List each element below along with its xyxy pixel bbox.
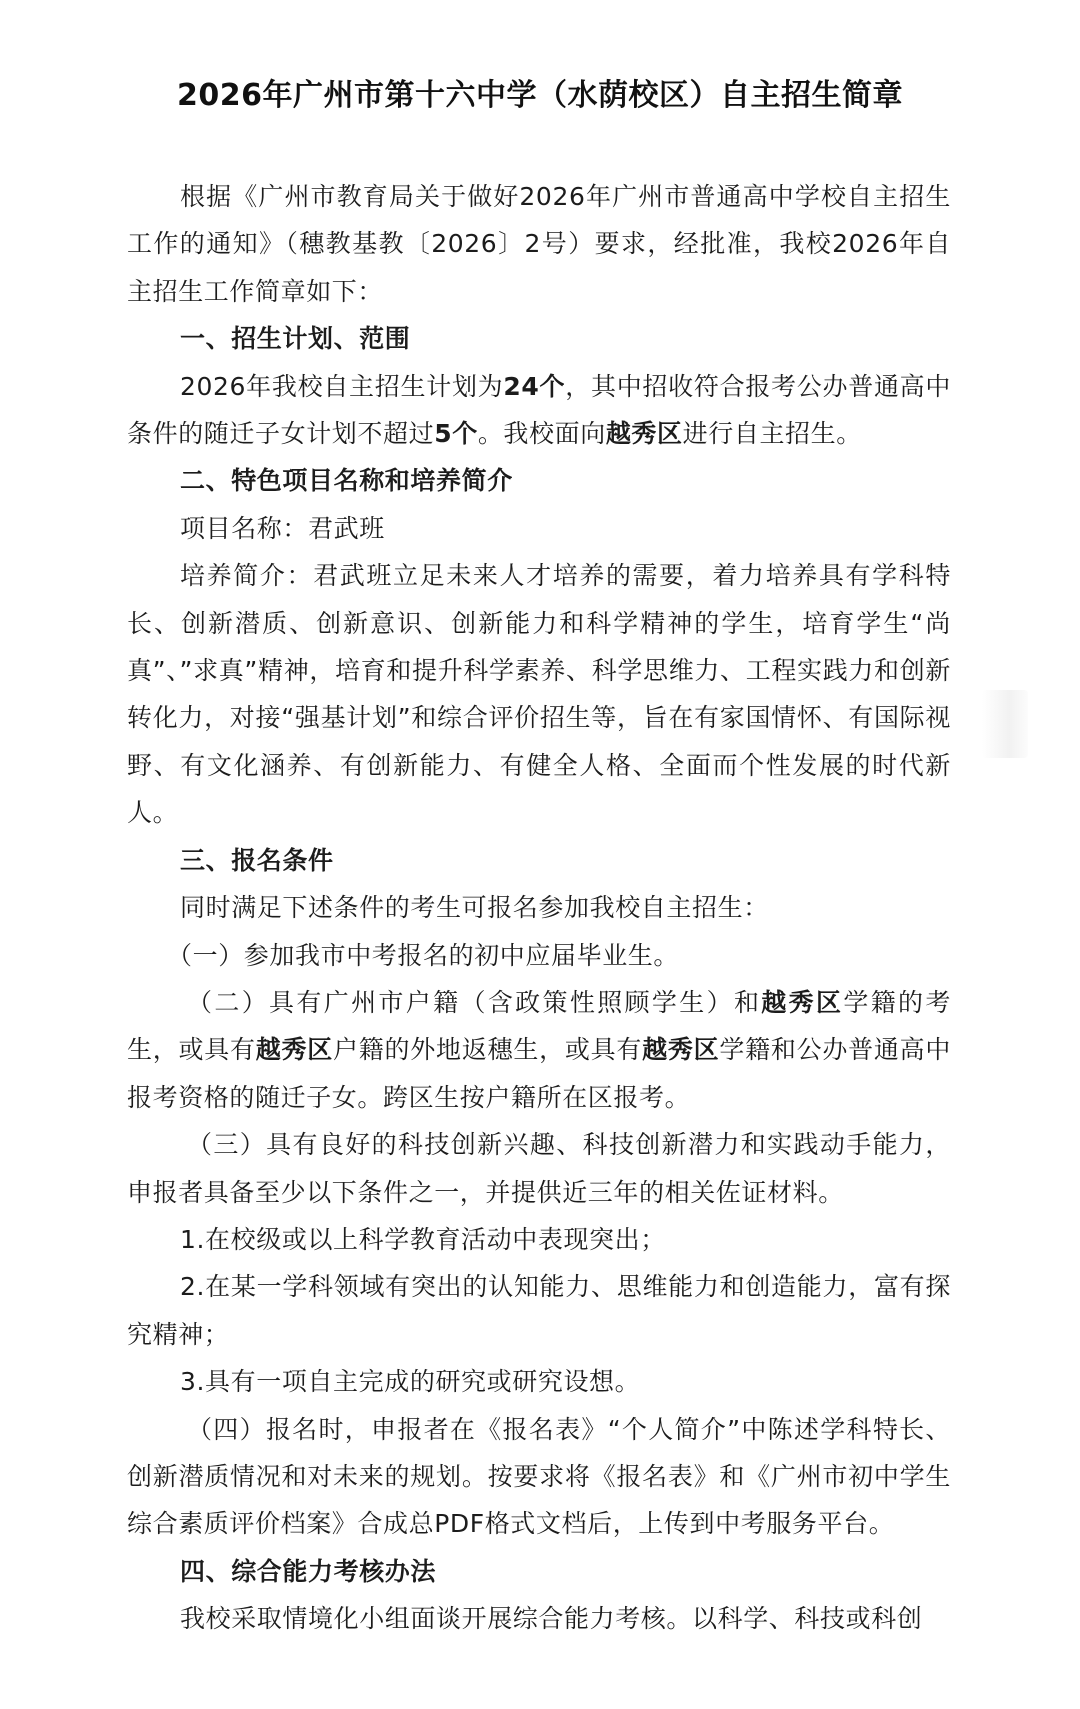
section-3-heading: 三、报名条件 bbox=[180, 845, 334, 875]
document-title: 2026年广州市第十六中学（水荫校区）自主招生简章 bbox=[177, 78, 903, 113]
section-4-heading: 四、综合能力考核办法 bbox=[180, 1556, 437, 1586]
migrant-count: 5个 bbox=[434, 419, 478, 449]
section-1-paragraph bbox=[127, 363, 951, 458]
document-body bbox=[127, 173, 951, 1643]
district-name: 越秀区 bbox=[605, 419, 683, 449]
intro-paragraph: 根据《广州市教育局关于做好2026年广州市普通高中学校自主招生工作的通知》（穗教基教〔2026〕2号）要求，经批准，我校2026年自主招生工作简章如下： bbox=[127, 182, 951, 306]
plan-text-b: ，其中招收符合报考公办普通高中条件的随迁子女计划不超过 bbox=[127, 371, 951, 449]
condition-1: （一）参加我市中考报名的初中应届毕业生。 bbox=[167, 940, 680, 970]
plan-text-d: 进行自主招生。 bbox=[682, 419, 862, 449]
condition-2 bbox=[127, 979, 951, 1121]
condition-3: （三）具有良好的科技创新兴趣、科技创新潜力和实践动手能力，申报者具备至少以下条件之一，并提供近三年的相关佐证材料。 bbox=[127, 1130, 951, 1207]
condition-2-text-d: 学籍和公办普通高中报考资格的随迁子女。跨区生按户籍所在区报考。 bbox=[127, 1035, 951, 1112]
condition-3-item-1: 1.在校级或以上科学教育活动中表现突出； bbox=[180, 1224, 666, 1254]
section-4-paragraph: 我校采取情境化小组面谈开展综合能力考核。以科学、科技或科创 bbox=[180, 1604, 923, 1634]
section-2-heading: 二、特色项目名称和培养简介 bbox=[180, 466, 513, 496]
condition-2-district-1: 越秀区 bbox=[761, 987, 844, 1017]
conditions-lead: 同时满足下述条件的考生可报名参加我校自主招生： bbox=[180, 893, 769, 923]
plan-count: 24个 bbox=[503, 371, 566, 401]
condition-3-item-3: 3.具有一项自主完成的研究或研究设想。 bbox=[180, 1367, 641, 1397]
project-intro: 培养简介：君武班立足未来人才培养的需要，着力培养具有学科特长、创新潜质、创新意识、创新能力和科学精神的学生，培育学生“尚真”、”求真”精神，培育和提升科学素养、科学思维力、工程实践力和创新转化力，对接“强基计划”和综合评价招生等，旨在有家国情怀、有国际视野、有文化涵养、有创新能力、有健全人格、全面而个性发展的时代新人。 bbox=[127, 561, 951, 828]
condition-2-district-2: 越秀区 bbox=[255, 1035, 334, 1065]
plan-text-c: 。我校面向 bbox=[477, 419, 606, 449]
condition-2-text-c: 户籍的外地返穗生，或具有 bbox=[333, 1035, 643, 1065]
scan-artifact bbox=[982, 690, 1028, 758]
section-1-heading: 一、招生计划、范围 bbox=[180, 324, 411, 354]
condition-2-district-3: 越秀区 bbox=[642, 1035, 720, 1065]
condition-2-text-b: 学籍的考生，或具有 bbox=[127, 987, 951, 1065]
condition-4: （四）报名时，申报者在《报名表》“个人简介”中陈述学科特长、创新潜质情况和对未来的规划。按要求将《报名表》和《广州市初中学生综合素质评价档案》合成总PDF格式文档后，上传到中考服务平台。 bbox=[127, 1414, 951, 1539]
plan-text-a: 2026年我校自主招生计划为 bbox=[180, 371, 504, 401]
project-name: 项目名称：君武班 bbox=[180, 513, 385, 543]
condition-2-text-a: （二）具有广州市户籍（含政策性照顾学生）和 bbox=[187, 987, 762, 1017]
condition-3-item-2: 2.在某一学科领域有突出的认知能力、思维能力和创造能力，富有探究精神； bbox=[127, 1272, 951, 1349]
